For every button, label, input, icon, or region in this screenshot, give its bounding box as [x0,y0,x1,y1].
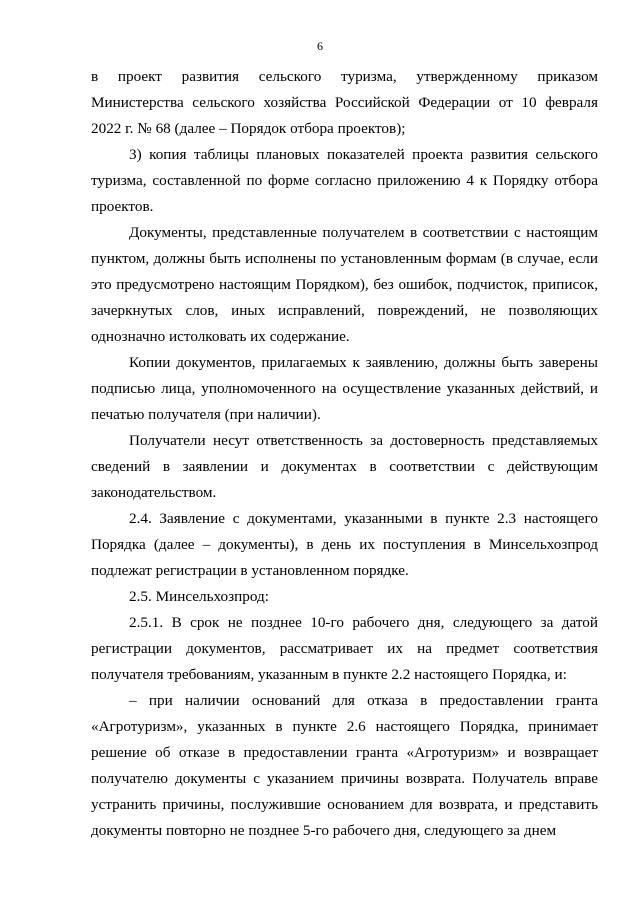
page-number: 6 [317,39,323,53]
paragraph-document-requirements: Документы, представленные получателем в соответствии с настоящим пунктом, должны быть исполнены по установленным формам (в случае, если это предусмотрено настоящим Порядком), без ошибок, подчисток, приписок, зачеркнутых слов, иных исправлений, повреждений, не позволяющих однозначно истолковать их содержание. [91,224,598,345]
paragraph-item-3: 3) копия таблицы плановых показателей проекта развития сельского туризма, составленной по форме согласно приложению 4 к Порядку отбора проектов. [91,146,598,215]
paragraph-2-5-1: 2.5.1. В срок не позднее 10-го рабочего дня, следующего за датой регистрации документов, рассматривает их на предмет соответствия получателя требованиям, указанным в пункте 2.2 настоящего Порядка, и: [91,614,598,683]
paragraph-copies-certification: Копии документов, прилагаемых к заявлению, должны быть заверены подписью лица, уполномоченного на осуществление указанных действий, и печатью получателя (при наличии). [91,354,598,423]
paragraph-2-5: 2.5. Минсельхозпрод: [129,588,269,605]
paragraph-responsibility: Получатели несут ответственность за достоверность представляемых сведений в заявлении и документах в соответствии с действующим законодательством. [91,432,598,501]
paragraph-refusal-grounds: – при наличии оснований для отказа в предоставлении гранта «Агротуризм», указанных в пункте 2.6 настоящего Порядка, принимает решение об отказе в предоставлении гранта «Агротуризм» и возвращает получателю документы с указанием причины возврата. Получатель вправе устранить причины, послужившие основанием для возврата, и представить документы повторно не позднее 5-го рабочего дня, следующего за днем [91,692,598,839]
paragraph-continuation: в проект развития сельского туризма, утвержденному приказом Министерства сельского хозяйства Российской Федерации от 10 февраля 2022 г. № 68 (далее – Порядок отбора проектов); [91,68,598,137]
document-body [91,64,598,844]
paragraph-2-4: 2.4. Заявление с документами, указанными в пункте 2.3 настоящего Порядка (далее – документы), в день их поступления в Минсельхозпрод подлежат регистрации в установленном порядке. [91,510,598,579]
